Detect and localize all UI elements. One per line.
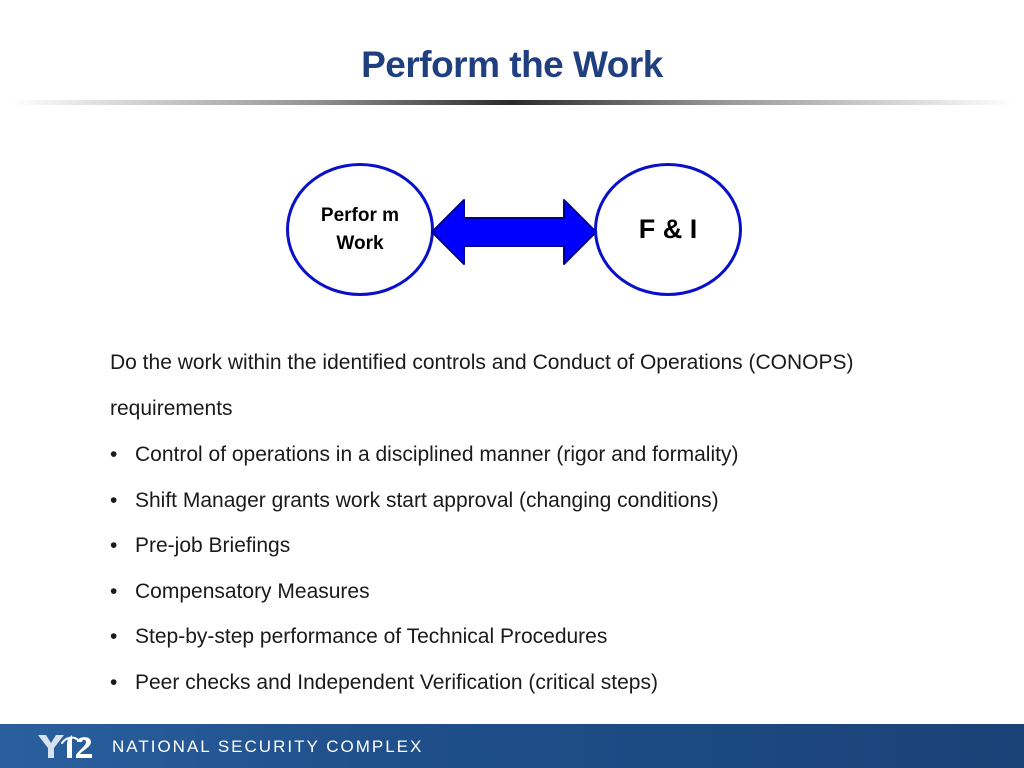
list-item-text: Pre-job Briefings: [135, 534, 291, 557]
perform-work-node: [286, 163, 434, 296]
list-item-text: Shift Manager grants work start approval (changing conditions): [135, 488, 719, 512]
list-item-text: Peer checks and Independent Verification (critical steps): [135, 670, 658, 694]
double-arrow-icon: [428, 198, 600, 266]
list-item-text: Step-by-step performance of Technical Procedures: [135, 625, 608, 648]
organization-name: NATIONAL SECURITY COMPLEX: [112, 737, 424, 756]
intro-text: Do the work within the identified controls and Conduct of Operations (CONOPS) requirements: [110, 351, 854, 420]
fi-node: [594, 163, 742, 296]
list-item: [110, 569, 970, 615]
list-item: [110, 614, 970, 660]
bullet-icon: •: [110, 534, 118, 557]
footer-bar: [0, 724, 1024, 768]
list-item-text: Compensatory Measures: [135, 579, 370, 603]
fi-label: F & I: [638, 214, 698, 244]
title-divider: [10, 100, 1014, 105]
y12-logo-icon: [36, 731, 102, 761]
perform-work-label: Perfor m Work: [320, 204, 400, 254]
list-item: [110, 432, 970, 478]
bullet-icon: •: [110, 579, 118, 603]
slide-title: Perform the Work: [361, 44, 663, 85]
list-item-text: Control of operations in a disciplined manner (rigor and formality): [135, 443, 739, 466]
list-item: [110, 478, 970, 524]
bullet-icon: •: [110, 625, 118, 648]
bullet-list: [110, 432, 970, 705]
bullet-icon: •: [110, 443, 118, 466]
bullet-icon: •: [110, 488, 118, 512]
list-item: [110, 523, 970, 569]
slide-body: [110, 340, 970, 705]
list-item: [110, 660, 970, 706]
bullet-icon: •: [110, 670, 118, 694]
